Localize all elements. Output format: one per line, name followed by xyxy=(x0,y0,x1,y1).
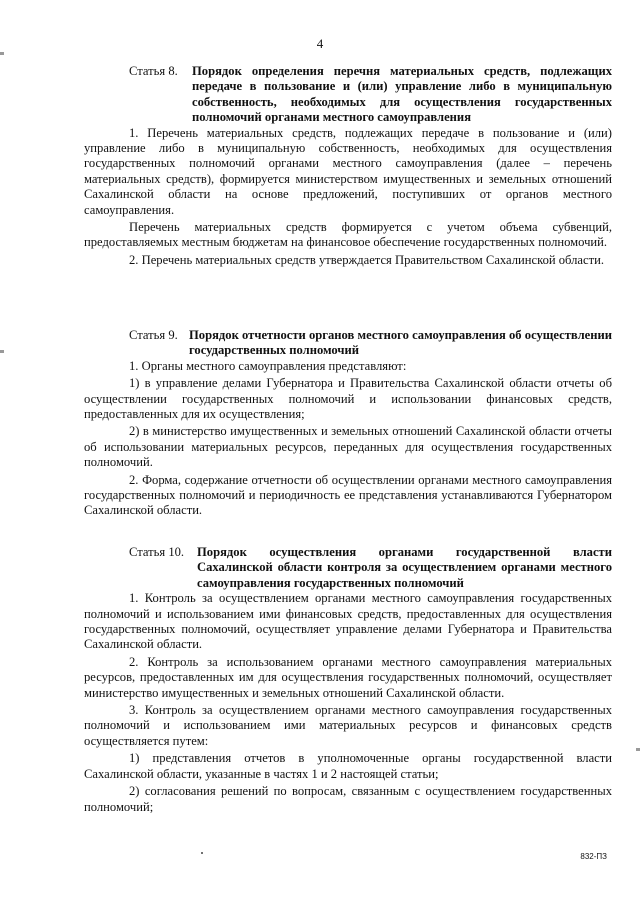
paragraph: 3. Контроль за осуществлением органами местного самоуправления государственных полномочий и использованием ими материальных ресурсов и финансовых средств осуществляется путем: xyxy=(84,703,612,748)
article-label: Статья 10. xyxy=(129,545,185,559)
article-9 xyxy=(84,328,612,519)
document-code: 832-ПЗ xyxy=(580,852,607,861)
article-10 xyxy=(84,545,612,815)
page-number: 4 xyxy=(316,36,324,51)
article-label: Статья 8. xyxy=(129,64,178,78)
paragraph: 2) согласования решений по вопросам, связанным с осуществлением государственных полномочий; xyxy=(84,784,612,814)
scan-mark xyxy=(636,748,640,751)
article-heading xyxy=(84,328,612,359)
article-title: Порядок осуществления органами государственной власти Сахалинской области контроля за осуществлением органами местного самоуправления государственных полномочий xyxy=(197,545,612,590)
paragraph: Перечень материальных средств формируется с учетом объема субвенций, предоставляемых местным бюджетам на финансовое обеспечение государственных полномочий. xyxy=(84,220,612,250)
paragraph: 1. Органы местного самоуправления представляют: xyxy=(129,358,407,373)
scan-mark xyxy=(0,52,4,55)
paragraph: 1. Перечень материальных средств, подлежащих передаче в пользование и (или) управление либо в муниципальную собственность, необходимых для осуществления государственных полномочий органами местного самоуправления (далее – перечень материальных средств), формируется министерством имущественных и земельных отношений Сахалинской области на основе предложений, поступивших от органов местного самоуправления. xyxy=(84,125,612,217)
paragraph: 2. Форма, содержание отчетности об осуществлении органами местного самоуправления государственных полномочий и периодичность ее представления устанавливаются Губернатором Сахалинской области. xyxy=(84,472,612,518)
paragraph: 2. Перечень материальных средств утверждается Правительством Сахалинской области. xyxy=(129,252,605,267)
article-8 xyxy=(84,64,612,268)
paragraph: 1) в управление делами Губернатора и Правительства Сахалинской области отчеты об осуществлении государственных полномочий и использовании финансовых средств, предоставленных для их осуществления; xyxy=(84,376,612,422)
paragraph: 2) в министерство имущественных и земельных отношений Сахалинской области отчеты об использовании материальных ресурсов, переданных для осуществления государственных полномочий. xyxy=(84,424,612,470)
article-label: Статья 9. xyxy=(129,328,178,342)
article-title: Порядок определения перечня материальных средств, подлежащих передаче в пользование и (или) управление либо в муниципальную собственность, необходимых для осуществления государственных полномочий органами местного самоуправления xyxy=(192,64,612,125)
article-heading xyxy=(84,64,612,126)
scan-mark xyxy=(0,350,4,353)
paragraph: 1. Контроль за осуществлением органами местного самоуправления государственных полномочий и использованием ими финансовых средств, предоставленных для осуществления государственных полномочий, осуществляет управление делами Губернатора и Правительства Сахалинской области. xyxy=(84,591,612,652)
paragraph: 2. Контроль за использованием органами местного самоуправления материальных ресурсов, предоставленных им для осуществления государственных полномочий, осуществляет министерство имущественных и земельных отношений Сахалинской области. xyxy=(84,654,612,700)
scan-dot xyxy=(201,852,203,854)
paragraph: 1) представления отчетов в уполномоченные органы государственной власти Сахалинской области, указанные в частях 1 и 2 настоящей статьи; xyxy=(84,751,612,781)
article-title: Порядок отчетности органов местного самоуправления об осуществлении государственных полномочий xyxy=(189,328,612,358)
article-heading xyxy=(84,545,612,591)
